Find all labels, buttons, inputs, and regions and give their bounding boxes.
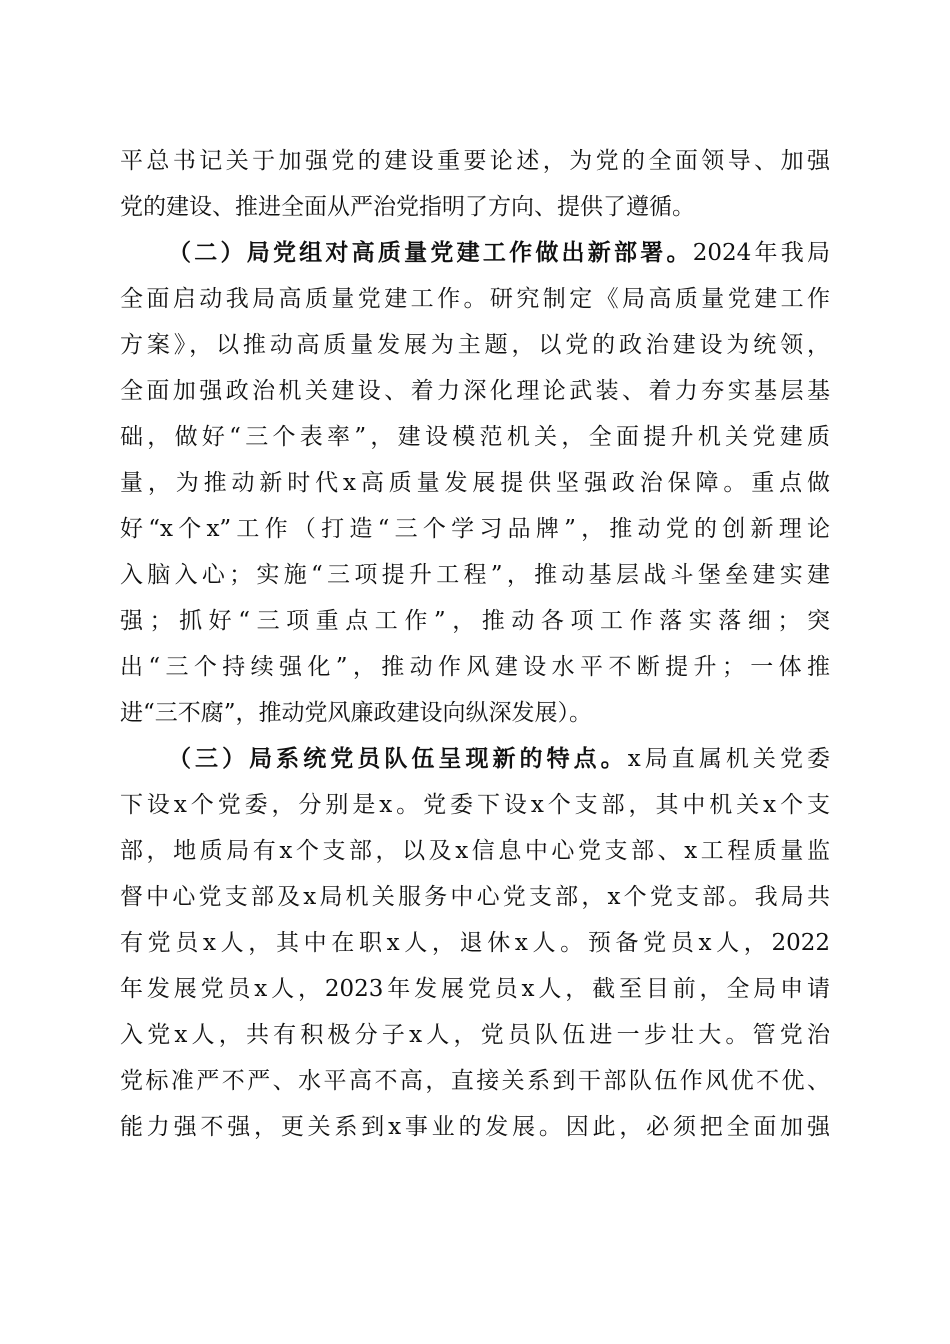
- body-text-span: x局直属机关党委: [627, 746, 831, 772]
- body-text-line: 部，地质局有x个支部，以及x信息中心党支部、x工程质量监: [120, 838, 830, 864]
- body-text-span: 2024年我局: [692, 240, 830, 266]
- section-three-first-line: [168, 742, 830, 776]
- body-text-line: 础，做好“三个表率”，建设模范机关，全面提升机关党建质: [120, 424, 830, 450]
- body-text-line: 年发展党员x人，2023年发展党员x人，截至目前，全局申请: [120, 976, 830, 1002]
- body-text-line: 平总书记关于加强党的建设重要论述，为党的全面领导、加强: [120, 148, 830, 174]
- body-text-line: 入党x人，共有积极分子x人，党员队伍进一步壮大。管党治: [120, 1022, 830, 1048]
- section-two-heading: （二）局党组对高质量党建工作做出新部署。: [168, 239, 693, 266]
- body-text-line: 有党员x人，其中在职x人，退休x人。预备党员x人，2022: [120, 930, 830, 956]
- body-text-line: 强；抓好“三项重点工作”，推动各项工作落实落细；突: [120, 608, 830, 634]
- body-text-line: 方案》，以推动高质量发展为主题，以党的政治建设为统领，: [120, 332, 830, 358]
- body-text-line: 能力强不强，更关系到x事业的发展。因此，必须把全面加强: [120, 1114, 830, 1140]
- body-text-line: 全面加强政治机关建设、着力深化理论武装、着力夯实基层基: [120, 378, 830, 404]
- body-text-line: 好“x个x”工作（打造“三个学习品牌”，推动党的创新理论: [120, 516, 830, 542]
- body-text-line: 党的建设、推进全面从严治党指明了方向、提供了遵循。: [120, 194, 695, 220]
- section-three-heading: （三）局系统党员队伍呈现新的特点。: [168, 745, 628, 772]
- body-text-line: 进“三不腐”，推动党风廉政建设向纵深发展）。: [120, 700, 593, 726]
- body-text-line: 督中心党支部及x局机关服务中心党支部，x个党支部。我局共: [120, 884, 830, 910]
- body-text-line: 入脑入心；实施“三项提升工程”，推动基层战斗堡垒建实建: [120, 562, 830, 588]
- body-text-line: 出“三个持续强化”，推动作风建设水平不断提升；一体推: [120, 654, 830, 680]
- body-text-line: 党标准严不严、水平高不高，直接关系到干部队伍作风优不优、: [120, 1068, 830, 1094]
- body-text-line: 全面启动我局高质量党建工作。研究制定《局高质量党建工作: [120, 286, 830, 312]
- section-two-first-line: [168, 236, 830, 270]
- body-text-line: 量，为推动新时代x高质量发展提供坚强政治保障。重点做: [120, 470, 830, 496]
- body-text-line: 下设x个党委，分别是x。党委下设x个支部，其中机关x个支: [120, 792, 830, 818]
